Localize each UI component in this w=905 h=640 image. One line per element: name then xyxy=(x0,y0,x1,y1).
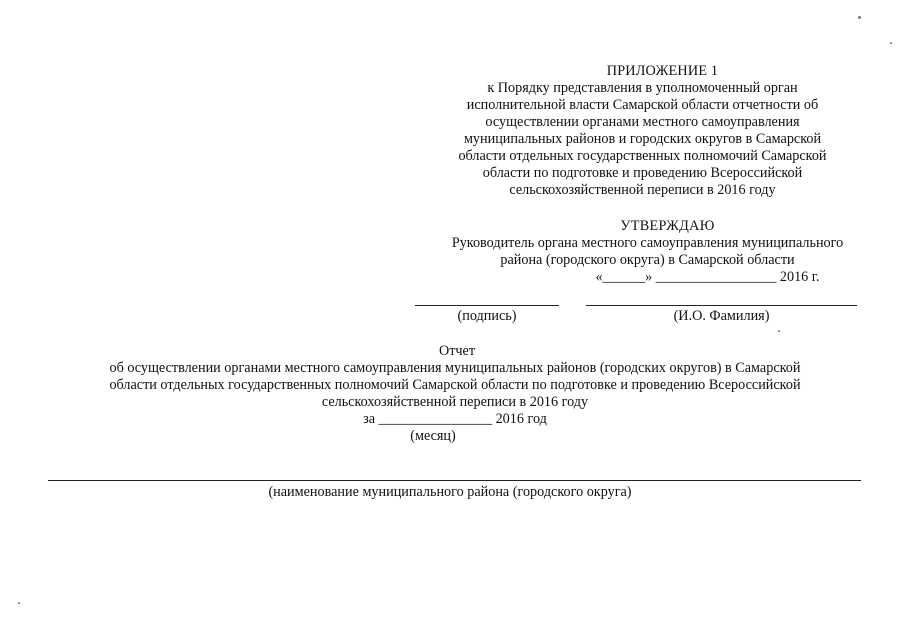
appendix-line: осуществлении органами местного самоуправления xyxy=(485,114,800,130)
report-block xyxy=(20,343,890,428)
municipality-label: (наименование муниципального района (городского округа) xyxy=(268,484,632,500)
appendix-block xyxy=(420,63,865,199)
report-line: области отдельных государственных полномочий Самарской области по подготовке и проведению Всероссийской xyxy=(109,377,801,393)
report-title: Отчет xyxy=(438,343,476,359)
approval-line: района (городского округа) в Самарской области xyxy=(500,252,795,268)
report-line: сельскохозяйственной переписи в 2016 году xyxy=(321,394,589,410)
name-label: (И.О. Фамилия) xyxy=(673,308,770,324)
month-label: (месяц) xyxy=(410,428,456,444)
report-line: об осуществлении органами местного самоуправления муниципальных районов (городских округов) в Самарской xyxy=(109,360,801,376)
approval-line: Руководитель органа местного самоуправления муниципального xyxy=(451,235,844,251)
scan-speck xyxy=(778,330,780,332)
name-rule xyxy=(586,305,857,306)
appendix-title: ПРИЛОЖЕНИЕ 1 xyxy=(606,63,719,79)
appendix-line: исполнительной власти Самарской области отчетности об xyxy=(466,97,819,113)
scan-speck xyxy=(890,42,892,44)
appendix-line: муниципальных районов и городских округов в Самарской xyxy=(463,131,822,147)
report-period-line: за ________________ 2016 год xyxy=(363,411,547,427)
municipality-rule xyxy=(48,480,861,481)
appendix-line: области отдельных государственных полномочий Самарской xyxy=(458,148,827,164)
appendix-line: сельскохозяйственной переписи в 2016 году xyxy=(509,182,776,198)
scan-speck xyxy=(858,16,861,19)
signature-rule xyxy=(415,305,559,306)
approval-heading: УТВЕРЖДАЮ xyxy=(620,218,715,234)
appendix-line: к Порядку представления в уполномоченный орган xyxy=(487,80,798,96)
scan-speck xyxy=(18,602,20,604)
approval-block xyxy=(400,218,895,286)
appendix-line: области по подготовке и проведению Всероссийской xyxy=(482,165,803,181)
approval-date-line: «______» _________________ 2016 г. xyxy=(595,269,820,285)
signature-label: (подпись) xyxy=(457,308,517,324)
